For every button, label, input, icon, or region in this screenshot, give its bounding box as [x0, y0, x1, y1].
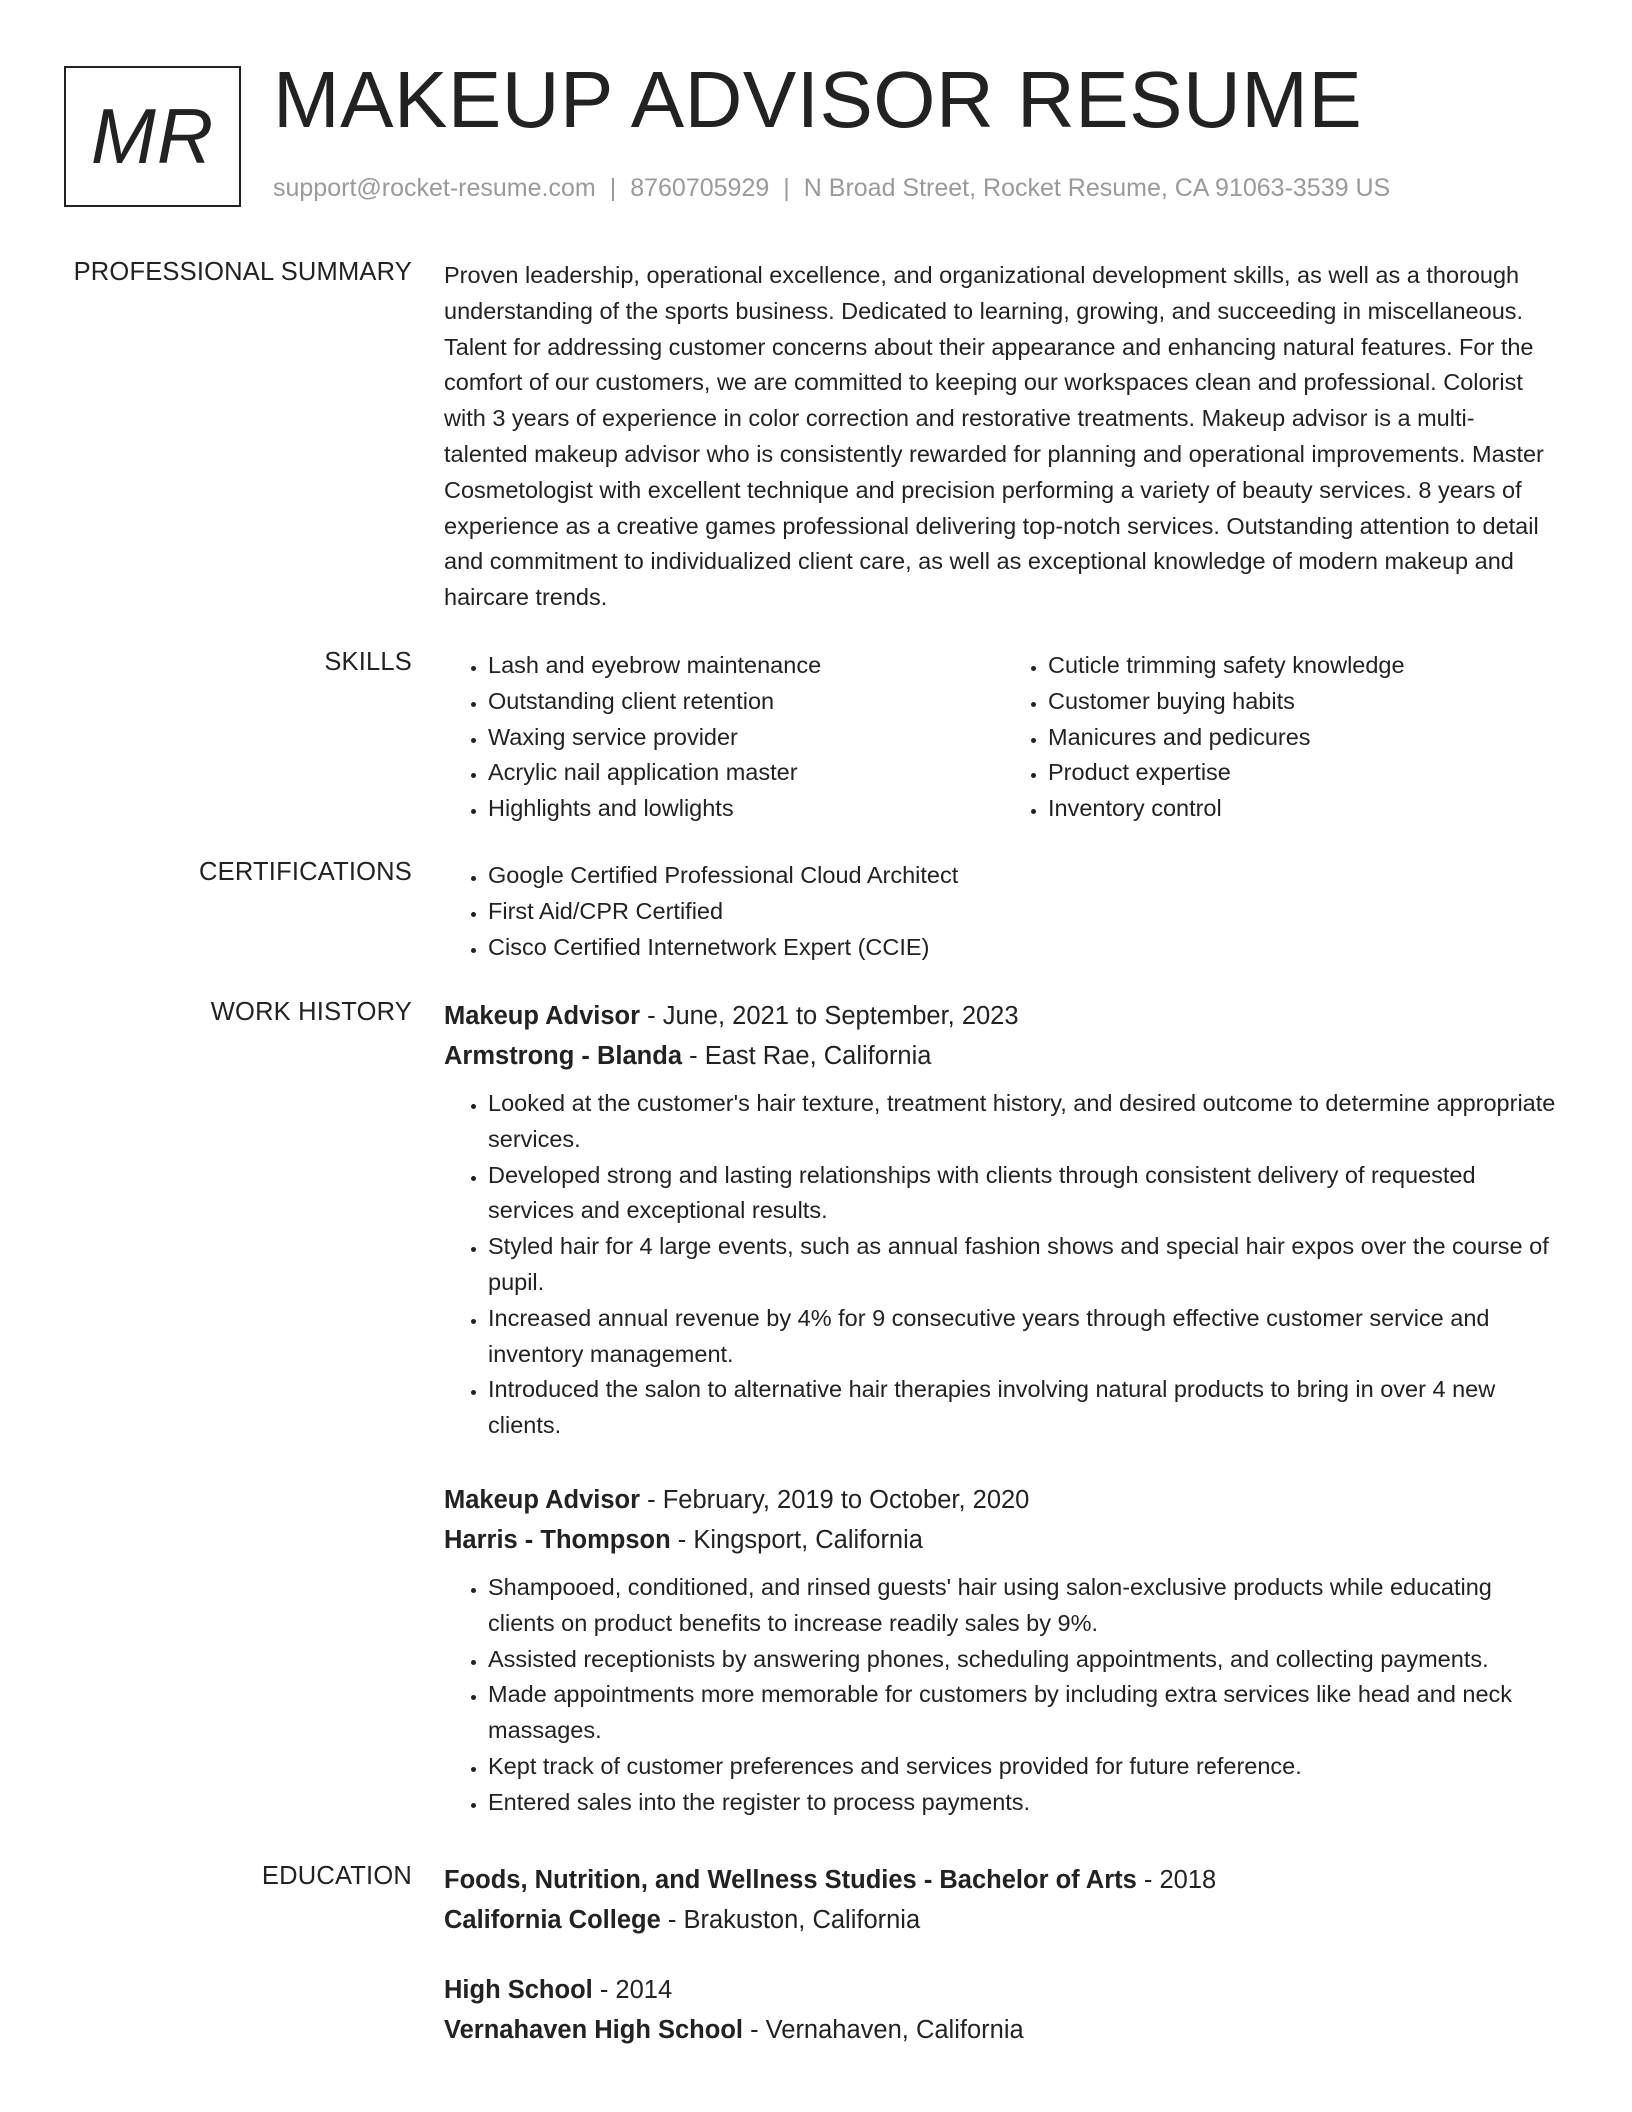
education-degree-line [444, 1860, 1564, 1900]
work-history-body [444, 996, 1564, 1821]
education-school: Vernahaven High School [444, 2016, 743, 2044]
skills-label: SKILLS [324, 648, 412, 676]
certification-item: • Cisco Certified Internetwork Expert (CCIE) [488, 930, 1564, 966]
job-location: - East Rae, California [682, 1042, 932, 1070]
skill-item: • Manicures and pedicures [1048, 720, 1564, 756]
job-bullets [444, 1570, 1564, 1821]
education-degree: Foods, Nutrition, and Wellness Studies - Bachelor of Arts [444, 1866, 1137, 1894]
education-school: California College [444, 1906, 661, 1934]
job-bullet: • Styled hair for 4 large events, such as annual fashion shows and special hair expos over the course of pupil. [488, 1229, 1564, 1301]
job-bullet: • Entered sales into the register to process payments. [488, 1785, 1564, 1821]
job-title-line [444, 996, 1564, 1036]
contact-separator: | [609, 174, 617, 202]
job-bullet: • Kept track of customer preferences and services provided for future reference. [488, 1749, 1564, 1785]
education-body [444, 1860, 1564, 2050]
job-bullet: • Developed strong and lasting relationships with clients through consistent delivery of requested services and exceptional results. [488, 1158, 1564, 1230]
summary-body [444, 258, 1544, 616]
job-dates: - June, 2021 to September, 2023 [640, 1002, 1019, 1030]
certification-item: • Google Certified Professional Cloud Architect [488, 858, 1564, 894]
job-company: Armstrong - Blanda [444, 1042, 683, 1070]
job-bullet: • Assisted receptionists by answering phones, scheduling appointments, and collecting payments. [488, 1642, 1564, 1678]
skill-item: • Waxing service provider [488, 720, 1004, 756]
job-company: Harris - Thompson [444, 1525, 671, 1554]
skill-item: • Cuticle trimming safety knowledge [1048, 648, 1564, 684]
education-entry [444, 1970, 1564, 2050]
job-bullet: • Introduced the salon to alternative hair therapies involving natural products to bring in over 4 new clients. [488, 1372, 1564, 1444]
skill-item: • Lash and eyebrow maintenance [488, 648, 1004, 684]
job-title: Makeup Advisor [444, 1002, 641, 1030]
education-year: - 2014 [592, 1976, 673, 2004]
education-school-line [444, 1900, 1564, 1940]
resume-title: MAKEUP ADVISOR RESUME [273, 55, 1363, 144]
skill-item: • Product expertise [1048, 755, 1564, 791]
job-bullet: • Made appointments more memorable for customers by including extra services like head and neck massages. [488, 1677, 1564, 1749]
certifications-list [444, 858, 1564, 965]
skill-item: • Acrylic nail application master [488, 755, 1004, 791]
job-bullet: • Looked at the customer's hair texture, treatment history, and desired outcome to determine appropriate services. [488, 1086, 1564, 1158]
education-school-line [444, 2010, 1564, 2050]
job-title: Makeup Advisor [444, 1485, 641, 1514]
contact-line [273, 174, 1390, 203]
education-entry [444, 1860, 1564, 1940]
education-label: EDUCATION [261, 1862, 412, 1890]
job-bullet: • Increased annual revenue by 4% for 9 consecutive years through effective customer service and inventory management. [488, 1301, 1564, 1373]
job-bullet: • Shampooed, conditioned, and rinsed guests' hair using salon-exclusive products while educating clients on product benefits to increase readily sales by 9%. [488, 1570, 1564, 1642]
skill-item: • Highlights and lowlights [488, 791, 1004, 827]
contact-email[interactable]: support@rocket-resume.com [273, 174, 596, 202]
skills-column-left [444, 648, 1004, 827]
education-location: - Vernahaven, California [743, 2016, 1024, 2044]
job-company-line [444, 1520, 1564, 1560]
monogram-initials: MR [90, 92, 215, 180]
job-location: - Kingsport, California [670, 1525, 923, 1554]
job-company-line [444, 1036, 1564, 1076]
skills-column-right [1004, 648, 1564, 827]
education-degree: High School [444, 1976, 593, 2004]
certifications-label: CERTIFICATIONS [199, 858, 412, 886]
education-degree-line [444, 1970, 1564, 2010]
job-entry [444, 1480, 1564, 1821]
education-location: - Brakuston, California [660, 1906, 921, 1934]
certification-item: • First Aid/CPR Certified [488, 894, 1564, 930]
summary-text: Proven leadership, operational excellence, and organizational development skills, as well as a thorough understanding of the sports business. Dedicated to learning, growing, and succeeding in miscellaneous. Talent for addressing customer concerns about their appearance and enhancing natural features. For the comfort of our customers, we are committed to keeping our workspaces clean and professional. Colorist with 3 years of experience in color correction and restorative treatments. Makeup advisor is a multi-talented makeup advisor who is consistently rewarded for planning and operational improvements. Master Cosmetologist with excellent technique and precision performing a variety of beauty services. 8 years of experience as a creative games professional delivering top-notch services. Outstanding attention to detail and commitment to individualized client care, as well as exceptional knowledge of modern makeup and haircare trends. [444, 262, 1544, 611]
contact-address: N Broad Street, Rocket Resume, CA 91063-3539 US [803, 174, 1391, 202]
job-bullets [444, 1086, 1564, 1444]
skills-list [444, 648, 1564, 827]
skill-item: • Inventory control [1048, 791, 1564, 827]
summary-label: PROFESSIONAL SUMMARY [73, 258, 412, 286]
monogram-box [64, 66, 241, 207]
skill-item: • Customer buying habits [1048, 684, 1564, 720]
skill-item: • Outstanding client retention [488, 684, 1004, 720]
education-year: - 2018 [1136, 1866, 1217, 1894]
contact-phone[interactable]: 8760705929 [630, 174, 770, 202]
work-history-label: WORK HISTORY [210, 998, 412, 1026]
contact-separator: | [783, 174, 790, 202]
job-title-line [444, 1480, 1564, 1520]
certifications-body [444, 858, 1564, 965]
job-dates: - February, 2019 to October, 2020 [640, 1485, 1030, 1514]
job-entry [444, 996, 1564, 1444]
